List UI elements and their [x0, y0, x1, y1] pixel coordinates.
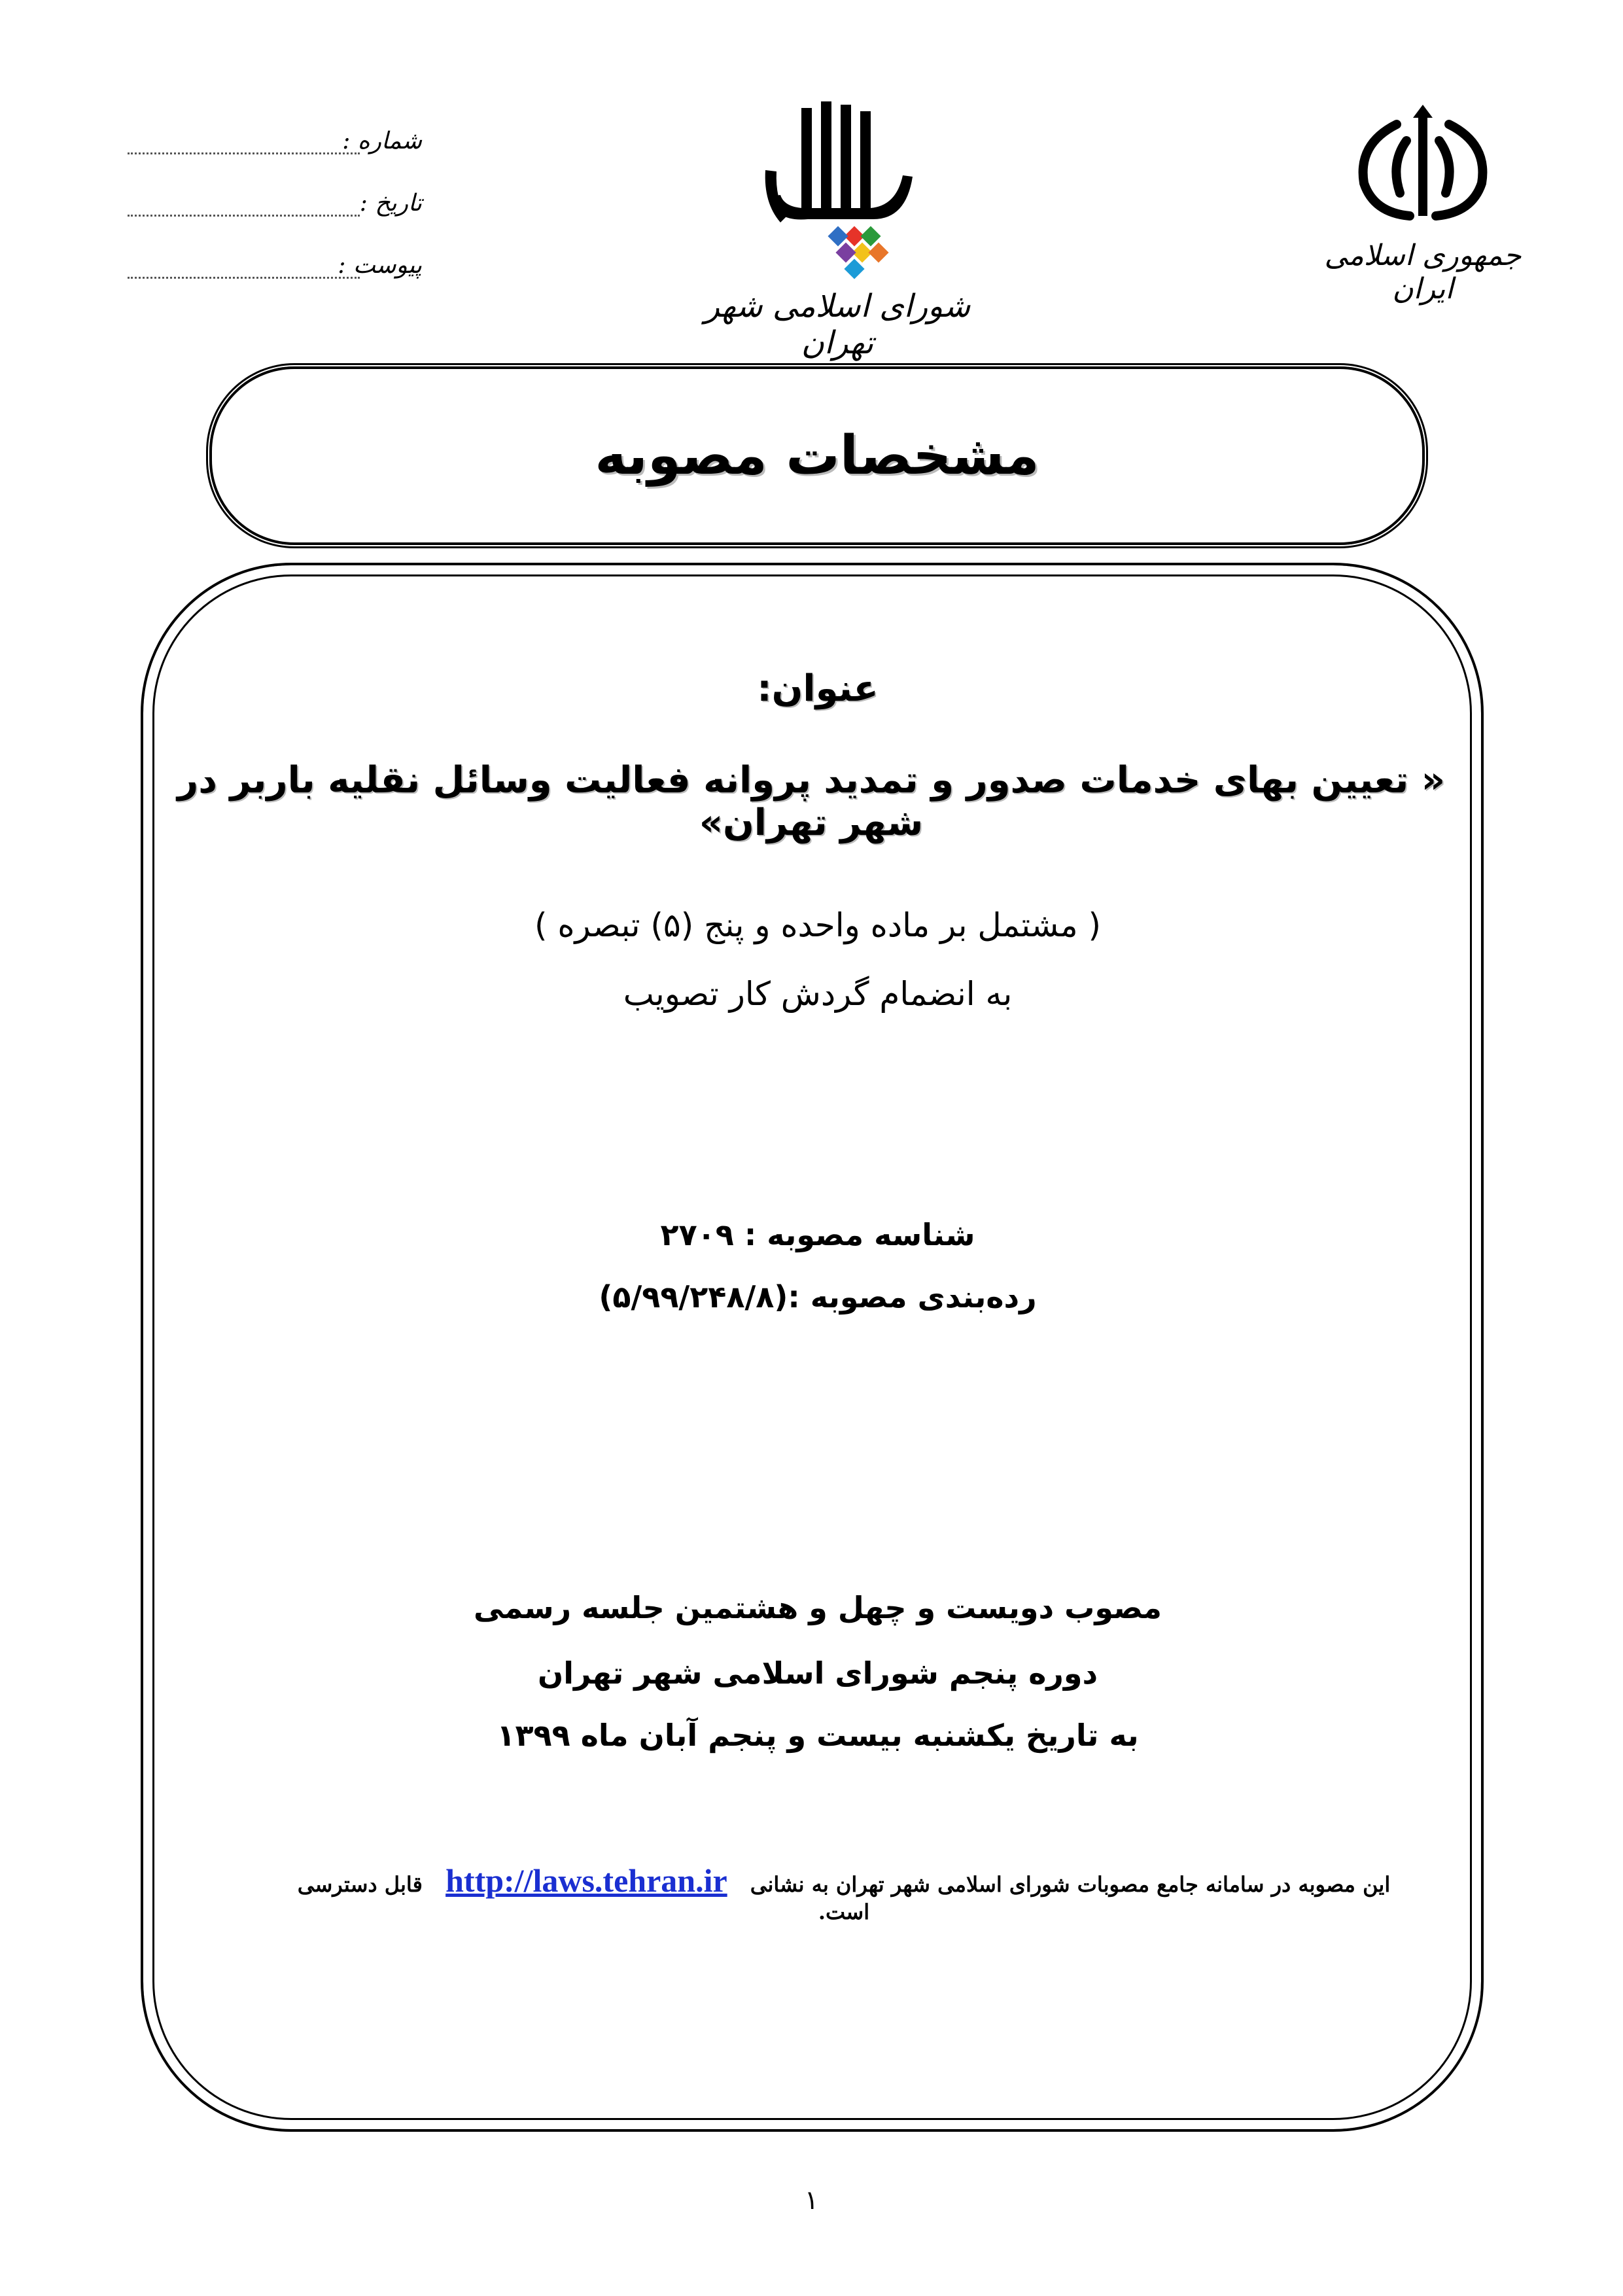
title-label: عنوان:	[757, 667, 879, 710]
number-dotted-line	[128, 152, 360, 154]
number-field	[128, 128, 422, 167]
banner-title: مشخصات مصوبه	[595, 425, 1039, 487]
resolution-id: شناسه مصوبه : ۲۷۰۹	[660, 1217, 975, 1252]
number-label: شماره :	[342, 128, 422, 154]
date-label: تاریخ :	[359, 190, 422, 217]
attachment-label: پیوست :	[338, 252, 422, 279]
iran-emblem-icon	[1325, 105, 1521, 229]
session-line-3: به تاریخ یکشنبه بیست و پنجم آبان ماه ۱۳۹۹	[497, 1718, 1139, 1753]
title-banner	[209, 366, 1425, 545]
resolution-classification: رده‌بندی مصوبه :(۵/۹۹/۲۴۸/۸)	[599, 1279, 1037, 1315]
iran-emblem-text: جمهوری اسلامی ایران	[1324, 239, 1522, 306]
council-logo-text: شورای اسلامی شهر تهران	[704, 288, 971, 361]
council-emblem-icon	[703, 98, 971, 288]
access-note-before: این مصوبه در سامانه جامع مصوبات شورای اسلامی شهر تهران به نشانی	[750, 1872, 1391, 1897]
iran-emblem	[1324, 105, 1522, 306]
session-line-1: مصوب دویست و چهل و هشتمین جلسه رسمی	[474, 1590, 1162, 1625]
date-field	[128, 190, 422, 229]
page-number: ۱	[804, 2185, 819, 2216]
access-note-after: قابل دسترسی است.	[297, 1872, 870, 1924]
resolution-subtitle: ( مشتمل بر ماده واحده و پنج (۵) تبصره )	[534, 906, 1102, 944]
attachment-field	[128, 252, 422, 291]
session-line-2: دوره پنجم شورای اسلامی شهر تهران	[537, 1655, 1098, 1691]
attachment-dotted-line	[128, 277, 360, 279]
access-note	[288, 1862, 1400, 1924]
council-logo	[703, 98, 971, 361]
resolution-attachment-note: به انضمام گردش کار تصویب	[623, 975, 1013, 1013]
date-dotted-line	[128, 215, 360, 217]
resolution-title: « تعیین بهای خدمات صدور و تمدید پروانه فعالیت وسائل نقلیه باربر در شهر تهران»	[177, 759, 1445, 844]
laws-link[interactable]: http://laws.tehran.ir	[445, 1862, 727, 1899]
